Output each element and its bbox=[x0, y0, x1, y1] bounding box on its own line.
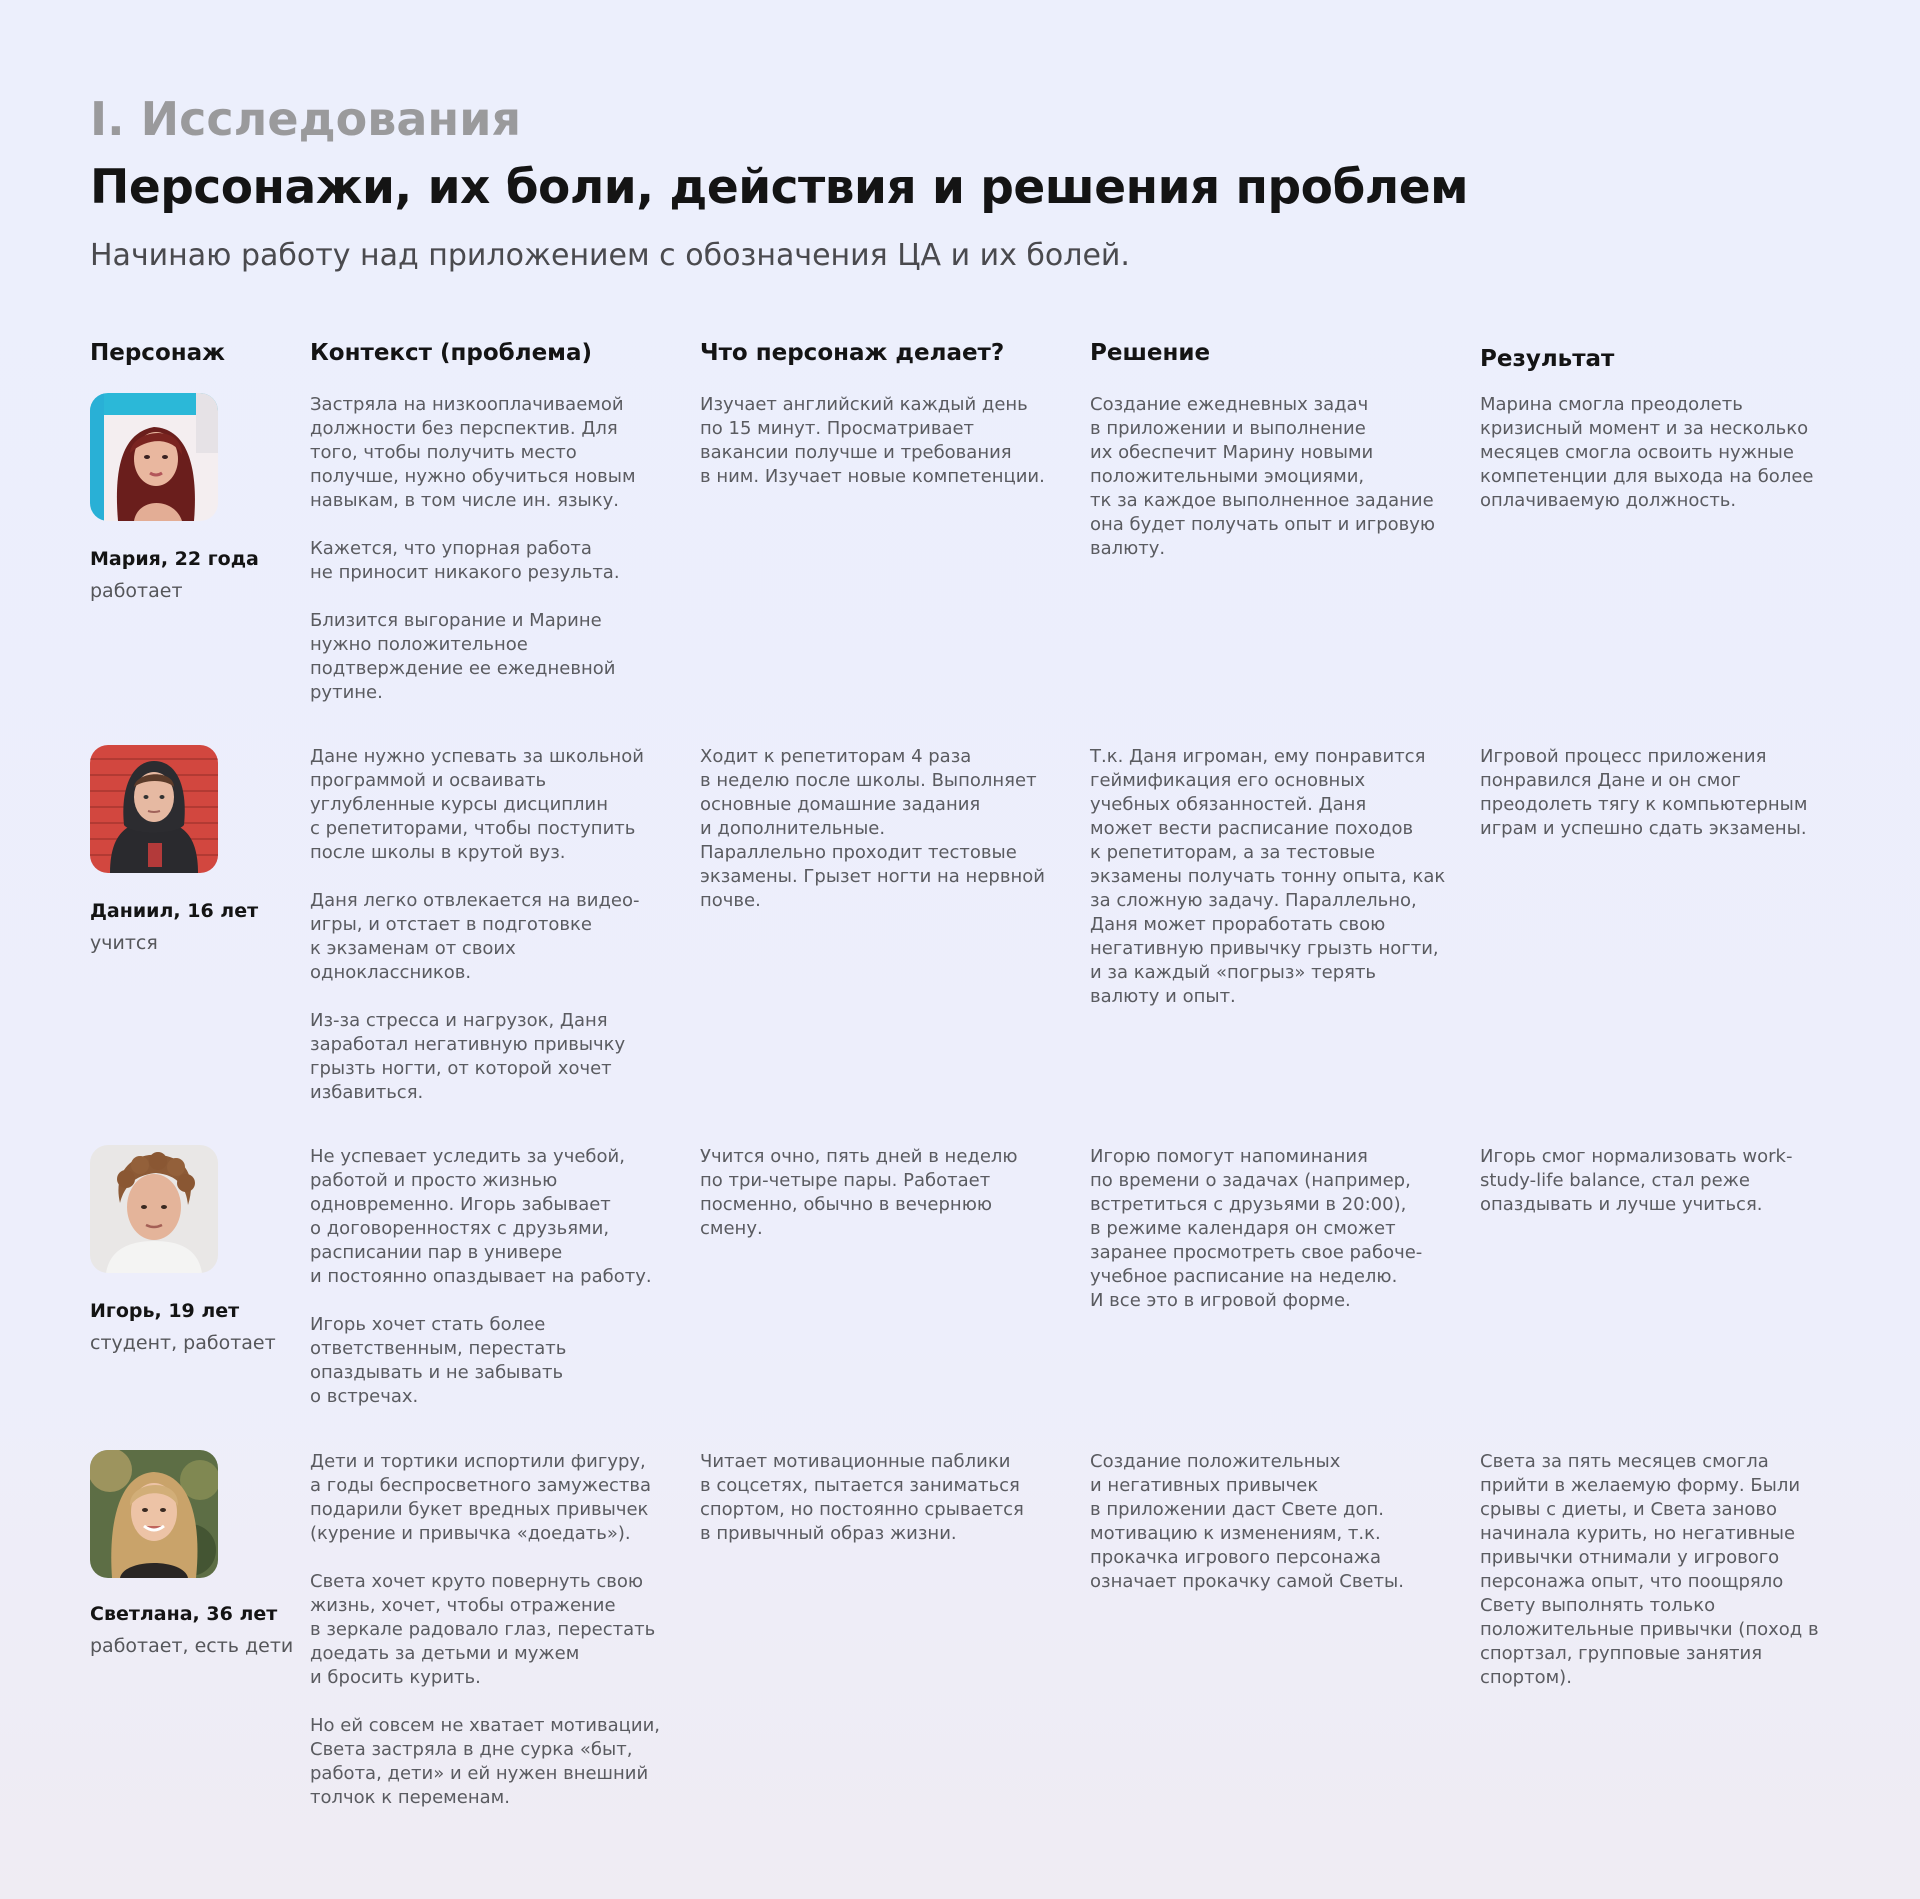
context-paragraph: Даня легко отвлекается на видео- игры, и отстает в подготовке к экзаменам от своих одноклассников. bbox=[310, 890, 640, 983]
woman-portrait-blonde-icon bbox=[90, 1450, 218, 1578]
persona-result bbox=[1480, 393, 1840, 513]
persona-solution bbox=[1090, 393, 1450, 561]
column-header-result: Результат bbox=[1480, 346, 1615, 372]
persona-name: Игорь, 19 лет bbox=[90, 1300, 240, 1322]
persona-role: работает bbox=[90, 580, 183, 602]
persona-context bbox=[310, 1145, 670, 1409]
persona-solution bbox=[1090, 1450, 1450, 1594]
context-paragraph: Кажется, что упорная работа не приносит никакого результа. bbox=[310, 538, 620, 583]
solution-text: Создание ежедневных задач в приложении и выполнение их обеспечит Марину новыми положительными эмоциями, тк за каждое выполненное задание она будет получать опыт и игровую валюту. bbox=[1090, 394, 1436, 559]
actions-text: Ходит к репетиторам 4 раза в неделю после школы. Выполняет основные домашние задания и дополнительные. Параллельно проходит тестовые экзамены. Грызет ногти на нервной почве. bbox=[700, 746, 1045, 911]
persona-solution bbox=[1090, 1145, 1450, 1313]
persona-role: работает, есть дети bbox=[90, 1635, 294, 1657]
context-paragraph: Но ей совсем не хватает мотивации, Света застряла в дне сурка «быт, работа, дети» и ей нужен внешний толчок к переменам. bbox=[310, 1715, 660, 1808]
persona-result bbox=[1480, 1145, 1840, 1217]
persona-role: студент, работает bbox=[90, 1332, 276, 1354]
context-paragraph: Не успевает уследить за учебой, работой и просто жизнью одновременно. Игорь забывает о договоренностях с друзьями, расписании пар в универе и постоянно опаздывает на работу. bbox=[310, 1146, 652, 1287]
actions-text: Читает мотивационные паблики в соцсетях, пытается заниматься спортом, но постоянно срывается в привычный образ жизни. bbox=[700, 1451, 1024, 1544]
column-header-context: Контекст (проблема) bbox=[310, 340, 593, 366]
boy-portrait-hoodie-icon bbox=[90, 745, 218, 873]
persona-name: Светлана, 36 лет bbox=[90, 1603, 278, 1625]
column-header-persona: Персонаж bbox=[90, 340, 226, 366]
actions-text: Изучает английский каждый день по 15 минут. Просматривает вакансии получше и требования в ним. Изучает новые компетенции. bbox=[700, 394, 1045, 487]
persona-actions bbox=[700, 393, 1060, 489]
persona-solution bbox=[1090, 745, 1450, 1009]
persona-name: Даниил, 16 лет bbox=[90, 900, 259, 922]
section-label: I. Исследования bbox=[90, 92, 521, 146]
page-title: Персонажи, их боли, действия и решения проблем bbox=[90, 160, 1468, 215]
persona-role: учится bbox=[90, 932, 158, 954]
page-subtitle: Начинаю работу над приложением с обозначения ЦА и их болей. bbox=[90, 238, 1130, 273]
result-text: Света за пять месяцев смогла прийти в желаемую форму. Были срывы с диеты, и Света заново начинала курить, но негативные привычки отнимали у игрового персонажа опыт, что поощряло Свету выполнять только положительные привычки (поход в спортзал, групповые занятия спортом). bbox=[1480, 1451, 1819, 1688]
persona-name: Мария, 22 года bbox=[90, 548, 259, 570]
persona-context bbox=[310, 745, 670, 1105]
persona-context bbox=[310, 393, 670, 705]
column-header-solution: Решение bbox=[1090, 340, 1211, 366]
result-text: Марина смогла преодолеть кризисный момент и за несколько месяцев смогла освоить нужные компетенции для выхода на более оплачиваемую должность. bbox=[1480, 394, 1814, 511]
persona-actions bbox=[700, 1145, 1060, 1241]
context-paragraph: Игорь хочет стать более ответственным, перестать опаздывать и не забывать о встречах. bbox=[310, 1314, 567, 1407]
persona-context bbox=[310, 1450, 670, 1810]
context-paragraph: Света хочет круто повернуть свою жизнь, хочет, чтобы отражение в зеркале радовало глаз, перестать доедать за детьми и мужем и бросить курить. bbox=[310, 1571, 656, 1688]
persona-result bbox=[1480, 745, 1840, 841]
context-paragraph: Близится выгорание и Марине нужно положительное подтверждение ее ежедневной рутине. bbox=[310, 610, 616, 703]
result-text: Игровой процесс приложения понравился Дане и он смог преодолеть тягу к компьютерным играм и успешно сдать экзамены. bbox=[1480, 746, 1808, 839]
young-man-portrait-curly-hair-icon bbox=[90, 1145, 218, 1273]
column-header-actions: Что персонаж делает? bbox=[700, 340, 1005, 366]
persona-actions bbox=[700, 1450, 1060, 1546]
persona-result bbox=[1480, 1450, 1840, 1690]
solution-text: Игорю помогут напоминания по времени о задачах (например, встретиться с друзьями в 20:00), в режиме календаря он сможет заранее просмотреть свое рабоче- учебное расписание на неделю. И все это в игровой форме. bbox=[1090, 1146, 1423, 1311]
solution-text: Т.к. Даня игроман, ему понравится геймификация его основных учебных обязанностей. Даня может вести расписание походов к репетиторам, а за тестовые экзамены получать тонну опыта, как за сложную задачу. Параллельно, Даня может проработать свою негативную привычку грызть ногти, и за каждый «погрыз» терять валюту и опыт. bbox=[1090, 746, 1446, 1007]
persona-actions bbox=[700, 745, 1060, 913]
context-paragraph: Из-за стресса и нагрузок, Даня заработал негативную привычку грызть ногти, от которой хочет избавиться. bbox=[310, 1010, 626, 1103]
actions-text: Учится очно, пять дней в неделю по три-четыре пары. Работает посменно, обычно в вечернюю смену. bbox=[700, 1146, 1018, 1239]
context-paragraph: Дане нужно успевать за школьной программой и осваивать углубленные курсы дисциплин с репетиторами, чтобы поступить после школы в крутой вуз. bbox=[310, 746, 644, 863]
woman-portrait-red-hair-icon bbox=[90, 393, 218, 521]
solution-text: Создание положительных и негативных привычек в приложении даст Свете доп. мотивацию к изменениям, т.к. прокачка игрового персонажа означает прокачку самой Светы. bbox=[1090, 1451, 1404, 1592]
context-paragraph: Дети и тортики испортили фигуру, а годы беспросветного замужества подарили букет вредных привычек (курение и привычка «доедать»). bbox=[310, 1451, 652, 1544]
context-paragraph: Застряла на низкооплачиваемой должности без перспектив. Для того, чтобы получить место получше, нужно обучиться новым навыкам, в том числе ин. языку. bbox=[310, 394, 636, 511]
result-text: Игорь смог нормализовать work- study-life balance, стал реже опаздывать и лучше учиться. bbox=[1480, 1146, 1793, 1215]
